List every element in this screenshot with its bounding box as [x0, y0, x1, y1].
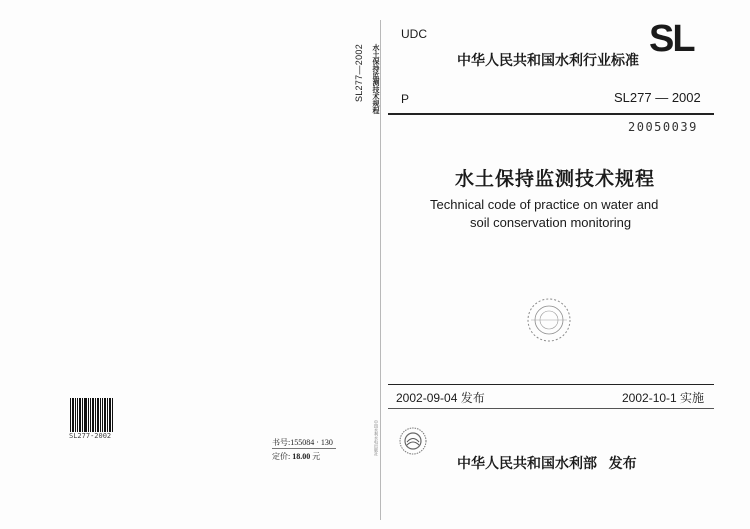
issue-date: 2002-09-04 发布 — [396, 391, 485, 405]
udc-label: UDC — [401, 27, 427, 41]
ministry-emblem-icon — [398, 426, 428, 456]
date-rule — [388, 384, 714, 385]
barcode-graphic — [69, 398, 113, 432]
implementation-date: 2002-10-1 实施 — [622, 391, 705, 405]
spine-standard-code: SL277—2002 — [354, 44, 364, 103]
barcode-label: SL277-2002 — [69, 432, 112, 440]
footer-rule — [388, 408, 714, 409]
price-line — [272, 451, 320, 462]
spine-title: 水土保持监测技术规程 — [372, 44, 379, 114]
spine-publisher: 中国水利水电出版社 — [374, 420, 379, 456]
price-value: 18.00 — [292, 452, 311, 461]
title-english-line1: Technical code of practice on water and — [430, 197, 659, 212]
title-english-line2: soil conservation monitoring — [470, 215, 632, 230]
spine-fold-line — [380, 20, 381, 520]
classification-label: P — [401, 92, 410, 106]
price-unit: 元 — [312, 452, 321, 461]
standard-code: SL277 — 2002 — [614, 90, 701, 105]
book-number: 书号:155084 · 130 — [272, 438, 333, 447]
header-rule — [388, 113, 714, 115]
title-chinese: 水土保持监测技术规程 — [455, 169, 656, 190]
standard-category: 中华人民共和国水利行业标准 — [457, 52, 639, 68]
issuer: 中华人民共和国水利部 发布 — [457, 455, 637, 471]
price-label: 定价: — [272, 452, 291, 461]
sl-logo: SL — [649, 18, 694, 60]
library-stamp-icon — [525, 296, 573, 344]
archive-number: 20050039 — [628, 120, 698, 134]
price-divider — [272, 448, 336, 449]
